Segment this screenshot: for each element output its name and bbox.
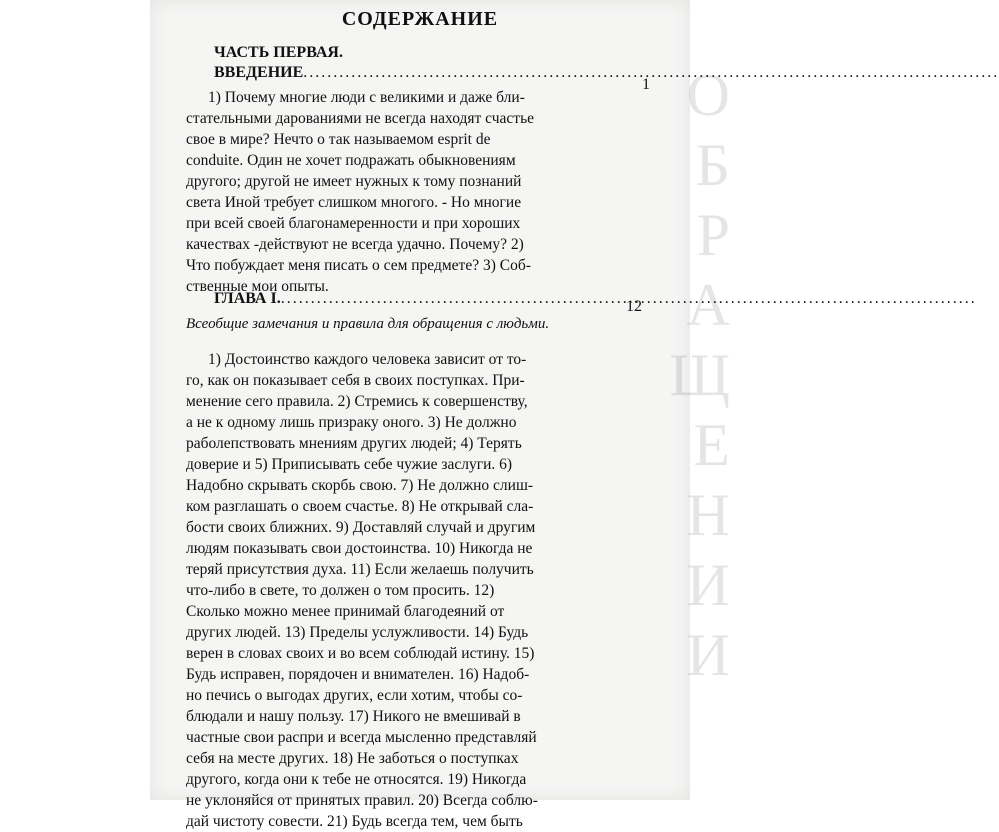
text-line: не уклоняйся от принятых правил. 20) Всегда соблю- [186, 792, 538, 809]
chapter-1-summary [186, 349, 622, 832]
text-line: при всей своей благонамеренности и при хороших [186, 215, 521, 232]
introduction-summary [186, 87, 622, 297]
text-line: свое в мире? Нечто о так называемом esprit de [186, 131, 491, 148]
text-line: ком разглашать о своем счастье. 8) Не открывай сла- [186, 498, 534, 515]
text-line: света Иной требует слишком многого. - Но многие [186, 194, 522, 211]
text-line: верен в словах своих и во всем соблюдай истину. 15) [186, 645, 535, 662]
toc-page-number: 1 [642, 76, 650, 93]
text-line: Надобно скрывать скорбь свою. 7) Не должно слиш- [186, 477, 534, 494]
text-line: доверие и 5) Приписывать себе чужие заслуги. 6) [186, 456, 513, 473]
toc-entry-chapter-1 [214, 290, 622, 308]
bleed-through-text: О Б Р А Щ Е Н И И [669, 62, 730, 688]
text-line: Будь исправен, порядочен и внимателен. 16) Надоб- [186, 666, 530, 683]
chapter-subtitle: Всеобщие замечания и правила для обращения с людьми. [186, 316, 550, 332]
text-line: бости своих ближних. 9) Доставляй случай и другим [186, 519, 536, 536]
text-line: теряй присутствия духа. 11) Если желаешь получить [186, 561, 534, 578]
toc-page-number: 12 [626, 298, 642, 315]
text-line: Сколько можно менее принимай благодеяний от [186, 603, 505, 620]
book-page [150, 0, 730, 830]
text-line: дай чистоту совести. 21) Будь всегда тем, чем быть [186, 813, 523, 830]
text-line: менение сего правила. 2) Стремись к совершенству, [186, 393, 528, 410]
text-line: го, как он показывает себя в своих поступках. При- [186, 372, 525, 389]
dot-leader [303, 64, 999, 81]
contents-heading: СОДЕРЖАНИЕ [341, 8, 499, 30]
text-line: Что побуждает меня писать о сем предмете? 3) Соб- [186, 257, 531, 274]
text-line: 1) Почему многие люди с великими и даже бли- [208, 89, 525, 106]
text-line: других людей. 13) Пределы услужливости. 14) Будь [186, 624, 529, 641]
toc-entry-title: ВВЕДЕНИЕ [214, 64, 304, 81]
toc-entry-introduction [214, 64, 622, 82]
text-line: ственные мои опыты. [186, 278, 329, 295]
text-line: раболепствовать мнениям других людей; 4) Терять [186, 435, 522, 452]
text-line: стательными дарованиями не всегда находят счастье [186, 110, 535, 127]
text-line: людям показывать свои достоинства. 10) Никогда не [186, 540, 533, 557]
text-line: другого; другой не имеет нужных к тому познаний [186, 173, 522, 190]
text-line: что-либо в свете, то должен о том просить. 12) [186, 582, 495, 599]
text-line: себя на месте других. 18) Не заботься о поступках [186, 750, 519, 767]
text-line: другого, когда они к тебе не относятся. 19) Никогда [186, 771, 527, 788]
text-line: частные свои распри и всегда мысленно представляй [186, 729, 537, 746]
part-title: ЧАСТЬ ПЕРВАЯ. [214, 44, 343, 61]
toc-entry-title: ГЛАВА I. [214, 290, 281, 307]
text-line: но печись о выгодах других, если хотим, чтобы со- [186, 687, 523, 704]
text-line: а не к одному лишь призраку оного. 3) Не должно [186, 414, 517, 431]
text-line: блюдали и нашу пользу. 17) Никого не вмешивай в [186, 708, 521, 725]
text-line: conduite. Один не хочет подражать обыкновениям [186, 152, 516, 169]
text-line: 1) Достоинство каждого человека зависит от то- [208, 351, 527, 368]
text-line: качествах -действуют не всегда удачно. Почему? 2) [186, 236, 524, 253]
